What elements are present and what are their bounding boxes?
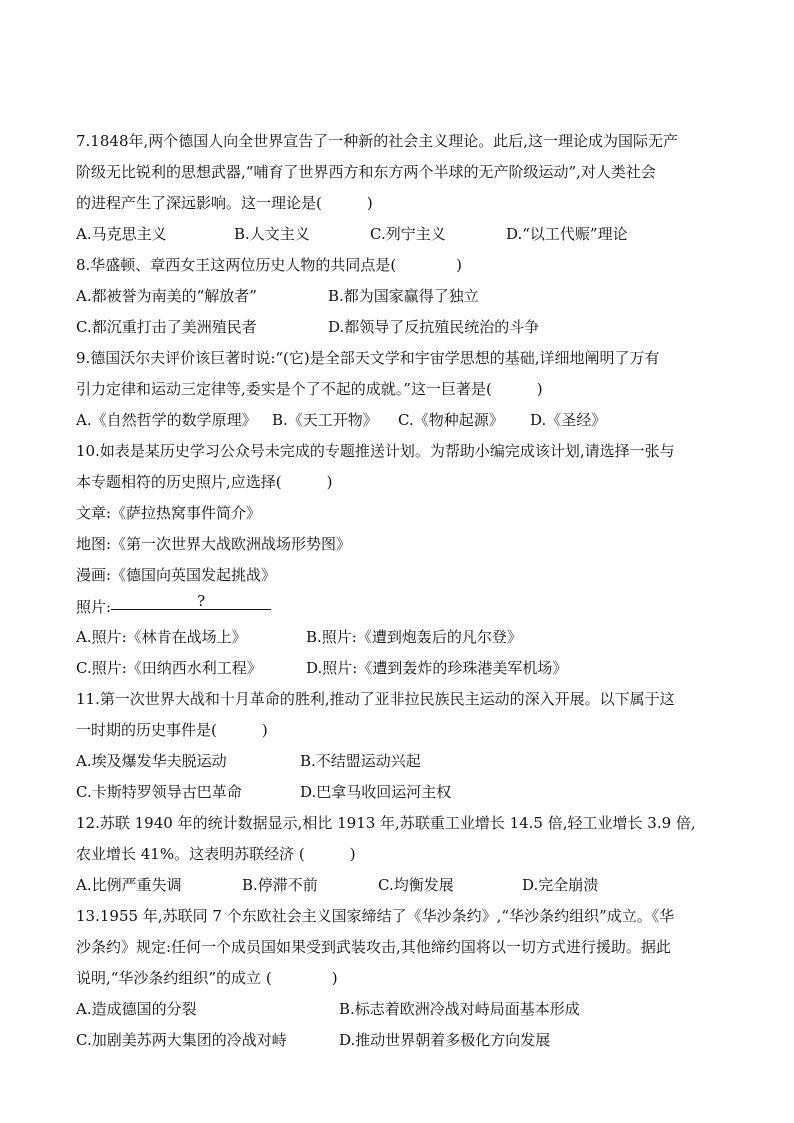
question-8-option-d[interactable]: D.都领导了反抗殖民统治的斗争 — [328, 318, 540, 336]
question-13-line-2: 沙条约》规定:任何一个成员国如果受到武装攻击,其他缔约国将以一切方式进行援助。据此 — [76, 938, 671, 956]
question-8-options-row-2 — [76, 312, 726, 343]
question-13-option-c[interactable]: C.加剧美苏两大集团的冷战对峙 — [76, 1031, 287, 1049]
question-10-photo-blank — [111, 591, 271, 610]
question-13-options-row-2 — [76, 1025, 726, 1056]
question-12-line-2: 农业增长 41%。这表明苏联经济 ( ) — [76, 845, 356, 863]
question-7-line-3: 的进程产生了深远影响。这一理论是( ) — [76, 194, 373, 212]
question-13-option-a[interactable]: A.造成德国的分裂 — [76, 1000, 197, 1018]
question-12-option-b[interactable]: B.停滞不前 — [242, 876, 318, 894]
question-9-line-1: 9.德国沃尔夫评价该巨著时说:“(它)是全部天文学和宇宙学思想的基础,详细地阐明了万有 — [76, 349, 660, 367]
question-12-line-1: 12.苏联 1940 年的统计数据显示,相比 1913 年,苏联重工业增长 14.5 倍,轻工业增长 3.9 倍, — [76, 814, 696, 832]
question-9-option-a[interactable]: A.《自然哲学的数学原理》 — [76, 411, 257, 429]
question-13-options-row-1 — [76, 994, 726, 1025]
question-7-option-a[interactable]: A.马克思主义 — [76, 225, 167, 243]
question-10-blank-mark: ? — [197, 592, 206, 610]
question-9-line-2: 引力定律和运动三定律等,委实是个了不起的成就。”这一巨著是( ) — [76, 380, 543, 398]
question-10-photo-label: 照片: — [76, 598, 112, 616]
question-10-option-b[interactable]: B.照片:《遭到炮轰后的凡尔登》 — [306, 628, 522, 646]
question-13-line-1: 13.1955 年,苏联同 7 个东欧社会主义国家缔结了《华沙条约》,“华沙条约组织”成立。《华 — [76, 907, 675, 925]
question-12-options — [76, 870, 726, 901]
question-7-options — [76, 219, 726, 250]
question-9-options — [76, 405, 726, 436]
question-7-option-c[interactable]: C.列宁主义 — [370, 225, 446, 243]
question-11-options-row-1 — [76, 746, 726, 777]
question-10-cartoon: 漫画:《德国向英国发起挑战》 — [76, 566, 277, 584]
question-7-line-2: 阶级无比锐利的思想武器,“哺育了世界西方和东方两个半球的无产阶级运动”,对人类社会 — [76, 163, 656, 181]
question-list — [76, 126, 726, 1056]
question-10-photo-row — [76, 591, 726, 622]
question-7-option-d[interactable]: D.“以工代赈”理论 — [506, 225, 628, 243]
question-9-option-c[interactable]: C.《物种起源》 — [398, 411, 504, 429]
question-11-option-b[interactable]: B.不结盟运动兴起 — [300, 752, 421, 770]
question-10-option-c[interactable]: C.照片:《田纳西水利工程》 — [76, 659, 262, 677]
question-12-option-a[interactable]: A.比例严重失调 — [76, 876, 182, 894]
question-8-options-row-1 — [76, 281, 726, 312]
question-8-option-c[interactable]: C.都沉重打击了美洲殖民者 — [76, 318, 257, 336]
question-11-option-d[interactable]: D.巴拿马收回运河主权 — [300, 783, 452, 801]
question-7-option-b[interactable]: B.人文主义 — [234, 225, 310, 243]
question-10-map: 地图:《第一次世界大战欧洲战场形势图》 — [76, 535, 352, 553]
question-11-line-2: 一时期的历史事件是( ) — [76, 721, 268, 739]
question-12-option-d[interactable]: D.完全崩溃 — [522, 876, 599, 894]
question-9-option-d[interactable]: D.《圣经》 — [530, 411, 607, 429]
question-8-option-a[interactable]: A.都被誉为南美的“解放者” — [76, 287, 257, 305]
question-11-options-row-2 — [76, 777, 726, 808]
question-11-option-c[interactable]: C.卡斯特罗领导古巴革命 — [76, 783, 242, 801]
question-10-option-a[interactable]: A.照片:《林肯在战场上》 — [76, 628, 247, 646]
question-11-line-1: 11.第一次世界大战和十月革命的胜利,推动了亚非拉民族民主运动的深入开展。以下属于这 — [76, 690, 675, 708]
question-10-option-d[interactable]: D.照片:《遭到轰炸的珍珠港美军机场》 — [306, 659, 568, 677]
question-10-options-row-2 — [76, 653, 726, 684]
question-7-line-1: 7.1848年,两个德国人向全世界宣告了一种新的社会主义理论。此后,这一理论成为国际无产 — [76, 132, 679, 150]
question-13-option-b[interactable]: B.标志着欧洲冷战对峙局面基本形成 — [339, 1000, 580, 1018]
question-11-option-a[interactable]: A.埃及爆发华夫脱运动 — [76, 752, 227, 770]
question-8-line-1: 8.华盛顿、章西女王这两位历史人物的共同点是( ) — [76, 256, 463, 274]
question-12-option-c[interactable]: C.均衡发展 — [378, 876, 454, 894]
question-8-option-b[interactable]: B.都为国家赢得了独立 — [328, 287, 479, 305]
question-13-option-d[interactable]: D.推动世界朝着多极化方向发展 — [339, 1031, 551, 1049]
question-13-line-3: 说明,“华沙条约组织”的成立 ( ) — [76, 969, 338, 987]
question-10-line-2: 本专题相符的历史照片,应选择( ) — [76, 473, 333, 491]
question-10-article: 文章:《萨拉热窝事件简介》 — [76, 504, 262, 522]
question-10-line-1: 10.如表是某历史学习公众号未完成的专题推送计划。为帮助小编完成该计划,请选择一张与 — [76, 442, 675, 460]
question-9-option-b[interactable]: B.《天工开物》 — [272, 411, 378, 429]
question-10-options-row-1 — [76, 622, 726, 653]
